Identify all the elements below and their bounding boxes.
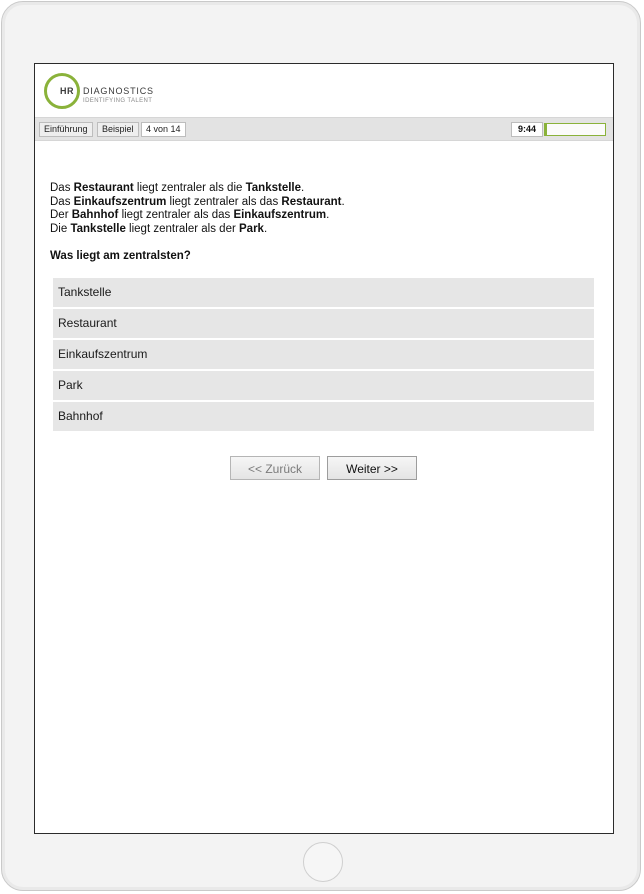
brand-logo (44, 73, 244, 113)
question-text: Was liegt am zentralsten? (50, 250, 191, 262)
brand-tagline: IDENTIFYING TALENT (83, 98, 153, 104)
back-button[interactable]: << Zurück (230, 456, 320, 480)
next-button[interactable]: Weiter >> (327, 456, 417, 480)
tab-intro[interactable]: Einführung (39, 122, 93, 137)
tablet-frame (1, 1, 641, 891)
timer-readout: 9:44 (511, 122, 543, 137)
answer-option-restaurant[interactable]: Restaurant (53, 309, 594, 338)
answer-option-tankstelle[interactable]: Tankstelle (53, 278, 594, 307)
premises (50, 182, 590, 236)
tab-example[interactable]: Beispiel (97, 122, 139, 137)
page-indicator: 4 von 14 (141, 122, 186, 137)
timer-progress-bar (544, 123, 606, 136)
premise: Das Restaurant liegt zentraler als die Tankstelle. (50, 182, 305, 194)
premise: Das Einkaufszentrum liegt zentraler als das Restaurant. (50, 195, 345, 208)
logo-mark: HR (60, 86, 74, 96)
answer-option-bahnhof[interactable]: Bahnhof (53, 402, 594, 431)
home-button[interactable] (303, 842, 343, 882)
test-screen (34, 63, 614, 834)
premise: Der Bahnhof liegt zentraler als das Einkaufszentrum. (50, 209, 330, 221)
answer-options (53, 278, 594, 433)
brand-name: DIAGNOSTICS (83, 86, 154, 96)
timer-progress-fill (545, 124, 547, 135)
test-toolbar (35, 117, 613, 141)
answer-option-park[interactable]: Park (53, 371, 594, 400)
premise: Die Tankstelle liegt zentraler als der Park. (50, 222, 268, 235)
answer-option-einkaufszentrum[interactable]: Einkaufszentrum (53, 340, 594, 369)
